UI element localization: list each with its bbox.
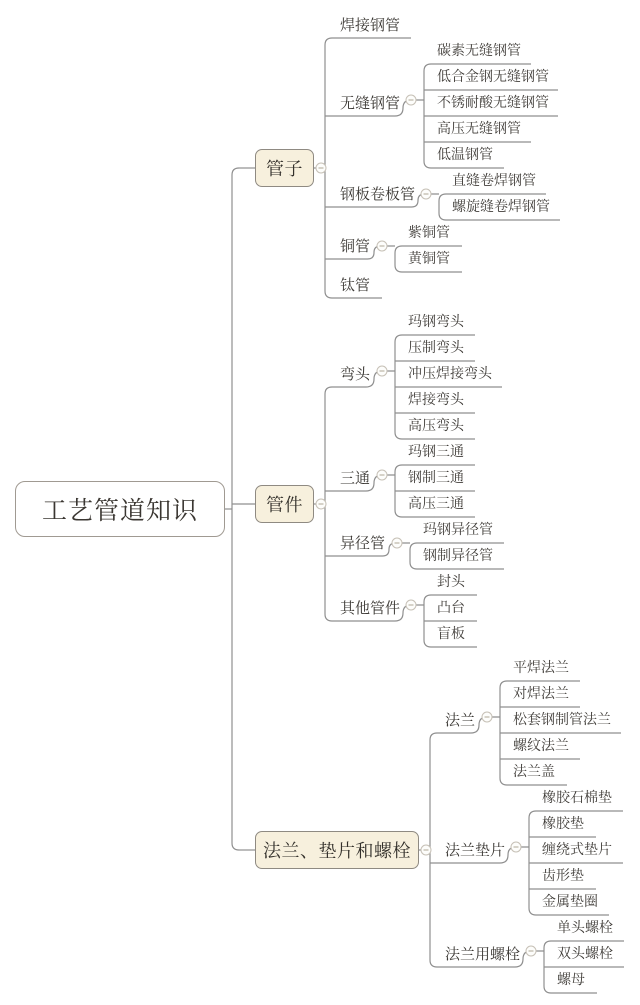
connector-line: [395, 246, 402, 272]
leaf-topic-label[interactable]: 玛钢异径管: [423, 522, 493, 538]
connector-line: [439, 194, 446, 220]
leaf-topic-label[interactable]: 平焊法兰: [513, 660, 569, 676]
collapse-marker-icon[interactable]: [406, 95, 416, 105]
leaf-topic-label[interactable]: 双头螺栓: [557, 946, 613, 962]
leaf-topic-label[interactable]: 低合金钢无缝钢管: [437, 69, 549, 85]
leaf-topic-label[interactable]: 凸台: [437, 600, 465, 616]
collapse-marker-icon[interactable]: [421, 845, 431, 855]
branch-topic-label: 管件: [266, 495, 303, 516]
leaf-topic-label[interactable]: 螺旋缝卷焊钢管: [452, 199, 550, 215]
leaf-topic-label[interactable]: 黄铜管: [408, 251, 450, 267]
leaf-topic-label[interactable]: 单头螺栓: [557, 920, 613, 936]
leaf-topic-label[interactable]: 玛钢弯头: [408, 314, 464, 330]
collapse-marker-icon[interactable]: [526, 946, 536, 956]
collapse-marker-icon[interactable]: [406, 600, 416, 610]
leaf-topic-label[interactable]: 玛钢三通: [408, 444, 464, 460]
leaf-topic-label[interactable]: 高压无缝钢管: [437, 121, 521, 137]
leaf-topic-label[interactable]: 高压三通: [408, 496, 464, 512]
collapse-marker-icon[interactable]: [482, 712, 492, 722]
collapse-marker-icon[interactable]: [377, 241, 387, 251]
leaf-topic-label[interactable]: 橡胶石棉垫: [542, 790, 612, 806]
leaf-topic-label[interactable]: 直缝卷焊钢管: [452, 173, 536, 189]
collapse-marker-icon[interactable]: [377, 366, 387, 376]
collapse-marker-icon[interactable]: [316, 163, 326, 173]
leaf-topic-label[interactable]: 螺母: [557, 972, 585, 988]
subtopic-label[interactable]: 焊接钢管: [340, 16, 401, 34]
leaf-topic-label[interactable]: 冲压焊接弯头: [408, 366, 492, 382]
subtopic-label[interactable]: 钛管: [340, 276, 371, 294]
leaf-topic-label[interactable]: 缠绕式垫片: [542, 842, 612, 858]
leaf-topic-label[interactable]: 齿形垫: [542, 868, 584, 884]
collapse-marker-icon[interactable]: [421, 189, 431, 199]
subtopic-label[interactable]: 法兰用螺栓: [445, 945, 521, 963]
branch-topic[interactable]: [255, 831, 419, 869]
collapse-marker-icon[interactable]: [392, 538, 402, 548]
branch-topic-label: 法兰、垫片和螺栓: [263, 841, 411, 862]
leaf-topic-label[interactable]: 紫铜管: [408, 225, 450, 241]
subtopic-label[interactable]: 三通: [340, 469, 371, 487]
leaf-topic-label[interactable]: 法兰盖: [513, 764, 555, 780]
root-topic-label: 工艺管道知识: [41, 496, 198, 525]
leaf-topic-label[interactable]: 封头: [437, 574, 465, 590]
leaf-topic-label[interactable]: 橡胶垫: [542, 816, 584, 832]
leaf-topic-label[interactable]: 松套钢制管法兰: [513, 712, 611, 728]
subtopic-label[interactable]: 其他管件: [340, 599, 401, 617]
collapse-marker-icon[interactable]: [316, 499, 326, 509]
subtopic-label[interactable]: 异径管: [340, 534, 386, 552]
leaf-topic-label[interactable]: 金属垫圈: [542, 894, 598, 910]
collapse-marker-icon[interactable]: [377, 470, 387, 480]
leaf-topic-label[interactable]: 钢制异径管: [423, 548, 493, 564]
leaf-topic-label[interactable]: 盲板: [437, 626, 465, 642]
collapse-marker-icon[interactable]: [511, 842, 521, 852]
leaf-topic-label[interactable]: 碳素无缝钢管: [437, 43, 521, 59]
leaf-topic-label[interactable]: 高压弯头: [408, 418, 464, 434]
leaf-topic-label[interactable]: 螺纹法兰: [513, 738, 569, 754]
leaf-topic-label[interactable]: 压制弯头: [408, 340, 464, 356]
leaf-topic-label[interactable]: 不锈耐酸无缝钢管: [437, 95, 549, 111]
subtopic-label[interactable]: 法兰垫片: [445, 841, 506, 859]
subtopic-label[interactable]: 铜管: [340, 237, 371, 255]
subtopic-label[interactable]: 弯头: [340, 365, 371, 383]
connector-line: [232, 168, 239, 850]
subtopic-label[interactable]: 法兰: [445, 711, 476, 729]
branch-topic-label: 管子: [266, 159, 303, 180]
root-topic[interactable]: [15, 481, 225, 537]
branch-topic[interactable]: [255, 485, 314, 523]
leaf-topic-label[interactable]: 焊接弯头: [408, 392, 464, 408]
leaf-topic-label[interactable]: 低温钢管: [437, 147, 493, 163]
leaf-topic-label[interactable]: 钢制三通: [408, 470, 464, 486]
subtopic-label[interactable]: 钢板卷板管: [340, 185, 416, 203]
leaf-topic-label[interactable]: 对焊法兰: [513, 686, 569, 702]
branch-topic[interactable]: [255, 149, 314, 187]
connector-line: [410, 543, 417, 569]
subtopic-label[interactable]: 无缝钢管: [340, 94, 401, 112]
